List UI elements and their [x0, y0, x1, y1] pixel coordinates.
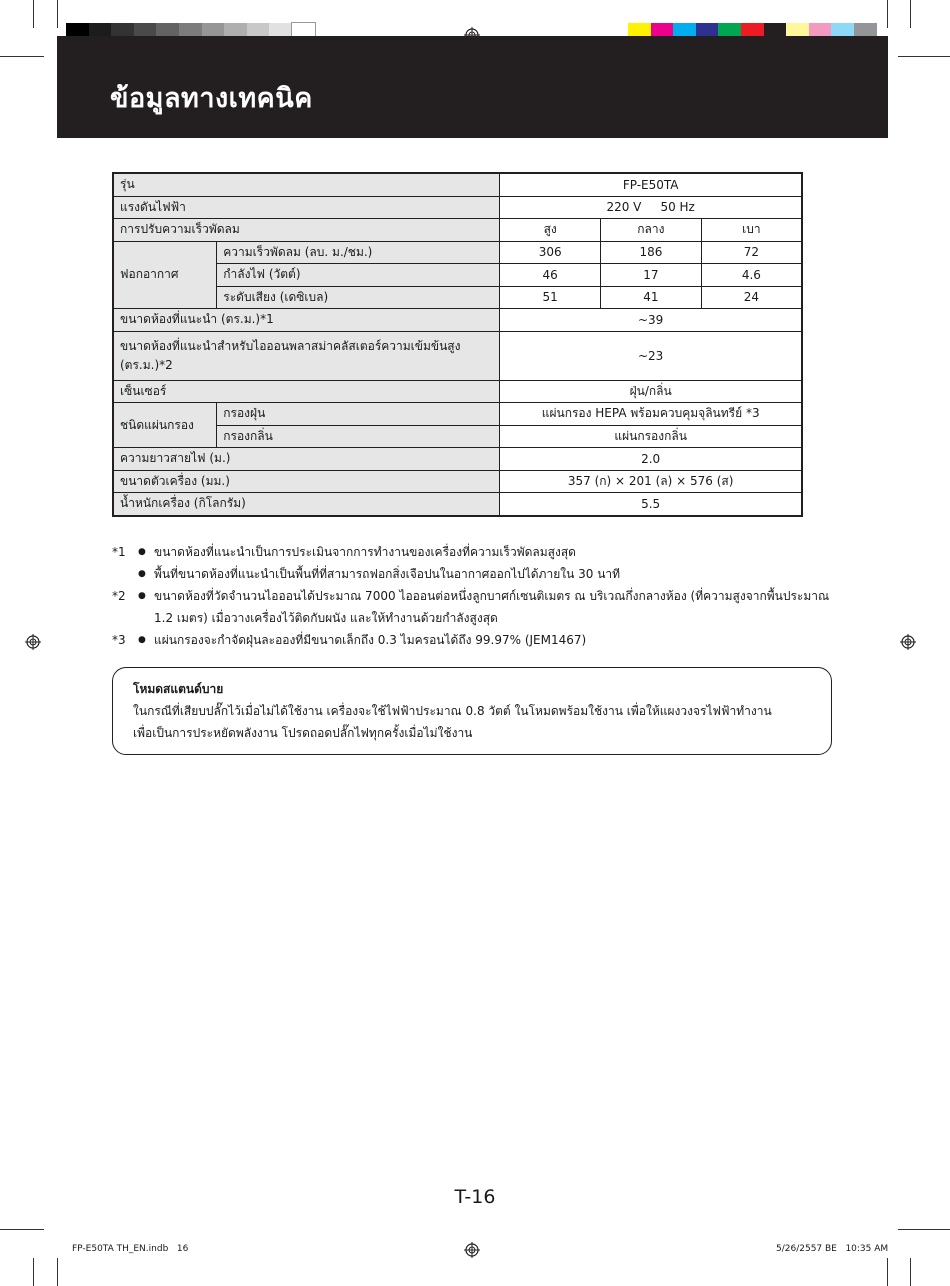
- footnote-text: 1.2 เมตร) เมื่อวางเครื่องไว้ติดกับผนัง และให้ทำงานด้วยกำลังสูงสุด: [154, 611, 498, 625]
- table-row: [113, 286, 802, 309]
- registration-mark-icon: [900, 634, 916, 650]
- spec-label: เซ็นเซอร์: [113, 380, 500, 403]
- print-timestamp: 5/26/2557 BE 10:35 AM: [776, 1244, 889, 1254]
- spec-sublabel: ระดับเสียง (เดซิเบล): [217, 286, 500, 309]
- standby-line: ในกรณีที่เสียบปลั๊กไว้เมื่อไม่ได้ใช้งาน เครื่องจะใช้ไฟฟ้าประมาณ 0.8 วัตต์ ในโหมดพร้อมใช้งาน เพื่อให้แผงวงจรไฟฟ้าทำงาน: [133, 704, 772, 718]
- spec-label: น้ำหนักเครื่อง (กิโลกรัม): [113, 493, 500, 516]
- footnote: [112, 585, 842, 607]
- spec-sublabel: ความเร็วพัดลม (ลบ. ม./ชม.): [217, 241, 500, 264]
- crop-mark: [910, 0, 911, 28]
- table-row: [113, 196, 802, 219]
- spec-value: 17: [601, 264, 702, 287]
- spec-value: แผ่นกรอง HEPA พร้อมควบคุมจุลินทรีย์ *3: [500, 403, 802, 426]
- spec-label: แรงดันไฟฟ้า: [113, 196, 500, 219]
- standby-title: โหมดสแตนด์บาย: [133, 682, 224, 696]
- crop-mark: [887, 0, 888, 28]
- spec-value: 2.0: [500, 448, 802, 471]
- spec-label: การปรับความเร็วพัดลม: [113, 219, 500, 242]
- spec-value: 51: [500, 286, 601, 309]
- crop-mark: [57, 0, 58, 28]
- crop-mark: [0, 56, 44, 57]
- crop-mark: [910, 1258, 911, 1286]
- spec-value: 72: [701, 241, 802, 264]
- page-number: T-16: [454, 1186, 496, 1208]
- spec-label: ขนาดห้องที่แนะนำสำหรับไอออนพลาสม่าคลัสเตอร์ความเข้มข้นสูง (ตร.ม.)*2: [113, 331, 500, 380]
- table-row: [113, 241, 802, 264]
- table-row: [113, 403, 802, 426]
- bullet-icon: ●: [138, 635, 146, 645]
- fan-level-header: เบา: [701, 219, 802, 242]
- spec-label: รุ่น: [113, 173, 500, 196]
- spec-sublabel: กรองกลิ่น: [217, 425, 500, 448]
- bullet-icon: ●: [138, 569, 146, 579]
- spec-value: ~39: [500, 309, 802, 332]
- spec-label: ความยาวสายไฟ (ม.): [113, 448, 500, 471]
- spec-value: 46: [500, 264, 601, 287]
- footnote-text: ขนาดห้องที่วัดจำนวนไอออนได้ประมาณ 7000 ไอออนต่อหนึ่งลูกบาศก์เซนติเมตร ณ บริเวณกึ่งกลางห้อง (ที่ความสูงจากพื้นประมาณ: [154, 589, 830, 603]
- spec-value: 41: [601, 286, 702, 309]
- registration-mark-icon: [25, 634, 41, 650]
- table-row: [113, 470, 802, 493]
- spec-value: 357 (ก) × 201 (ล) × 576 (ส): [500, 470, 802, 493]
- standby-text: [133, 700, 823, 744]
- footnote: [112, 563, 842, 585]
- standby-notice-box: [112, 667, 832, 755]
- footnote-mark: *2: [112, 589, 126, 603]
- spec-label: ฟอกอากาศ: [113, 241, 217, 309]
- crop-mark: [57, 1258, 58, 1286]
- table-row: [113, 331, 802, 380]
- page-title: ข้อมูลทางเทคนิค: [110, 83, 313, 114]
- footnote-text: ขนาดห้องที่แนะนำเป็นการประเมินจากการทำงานของเครื่องที่ความเร็วพัดลมสูงสุด: [154, 545, 576, 559]
- spec-value: 5.5: [500, 493, 802, 516]
- spec-label: ชนิดแผ่นกรอง: [113, 403, 217, 448]
- fan-level-header: สูง: [500, 219, 601, 242]
- crop-mark: [0, 1229, 44, 1230]
- spec-sublabel: กรองฝุ่น: [217, 403, 500, 426]
- footnote-mark: *1: [112, 545, 126, 559]
- spec-value: แผ่นกรองกลิ่น: [500, 425, 802, 448]
- spec-sublabel: กำลังไฟ (วัตต์): [217, 264, 500, 287]
- footnotes: [112, 541, 842, 651]
- bullet-icon: ●: [138, 591, 146, 601]
- spec-value: 4.6: [701, 264, 802, 287]
- spec-value: 186: [601, 241, 702, 264]
- crop-mark: [33, 0, 34, 28]
- spec-value: ~23: [500, 331, 802, 380]
- table-row: [113, 425, 802, 448]
- spec-value: ฝุ่น/กลิ่น: [500, 380, 802, 403]
- file-slug: FP-E50TA TH_EN.indb 16: [72, 1244, 189, 1254]
- spec-label: ขนาดห้องที่แนะนำ (ตร.ม.)*1: [113, 309, 500, 332]
- registration-mark-icon: [464, 1242, 480, 1258]
- footnote-text: แผ่นกรองจะกำจัดฝุ่นละอองที่มีขนาดเล็กถึง 0.3 ไมครอนได้ถึง 99.97% (JEM1467): [154, 633, 587, 647]
- footnote: [112, 541, 842, 563]
- crop-mark: [898, 1229, 950, 1230]
- bullet-icon: ●: [138, 547, 146, 557]
- footnote-text: พื้นที่ขนาดห้องที่แนะนำเป็นพื้นที่ที่สามารถฟอกสิ่งเจือปนในอากาศออกไปได้ภายใน 30 นาที: [154, 567, 621, 581]
- crop-mark: [33, 1258, 34, 1286]
- standby-line: เพื่อเป็นการประหยัดพลังงาน โปรดถอดปลั๊กไฟทุกครั้งเมื่อไม่ใช้งาน: [133, 726, 473, 740]
- table-row: [113, 264, 802, 287]
- spec-value: 220 V 50 Hz: [500, 196, 802, 219]
- spec-table: [112, 172, 803, 517]
- spec-label: ขนาดตัวเครื่อง (มม.): [113, 470, 500, 493]
- crop-mark: [898, 56, 950, 57]
- spec-value: 24: [701, 286, 802, 309]
- footnote-mark: *3: [112, 633, 126, 647]
- table-row: [113, 219, 802, 242]
- table-row: [113, 493, 802, 516]
- footnote: [112, 629, 842, 651]
- fan-level-header: กลาง: [601, 219, 702, 242]
- crop-mark: [887, 1258, 888, 1286]
- table-row: [113, 173, 802, 196]
- table-row: [113, 309, 802, 332]
- spec-value: FP-E50TA: [500, 173, 802, 196]
- spec-value: 306: [500, 241, 601, 264]
- table-row: [113, 380, 802, 403]
- table-row: [113, 448, 802, 471]
